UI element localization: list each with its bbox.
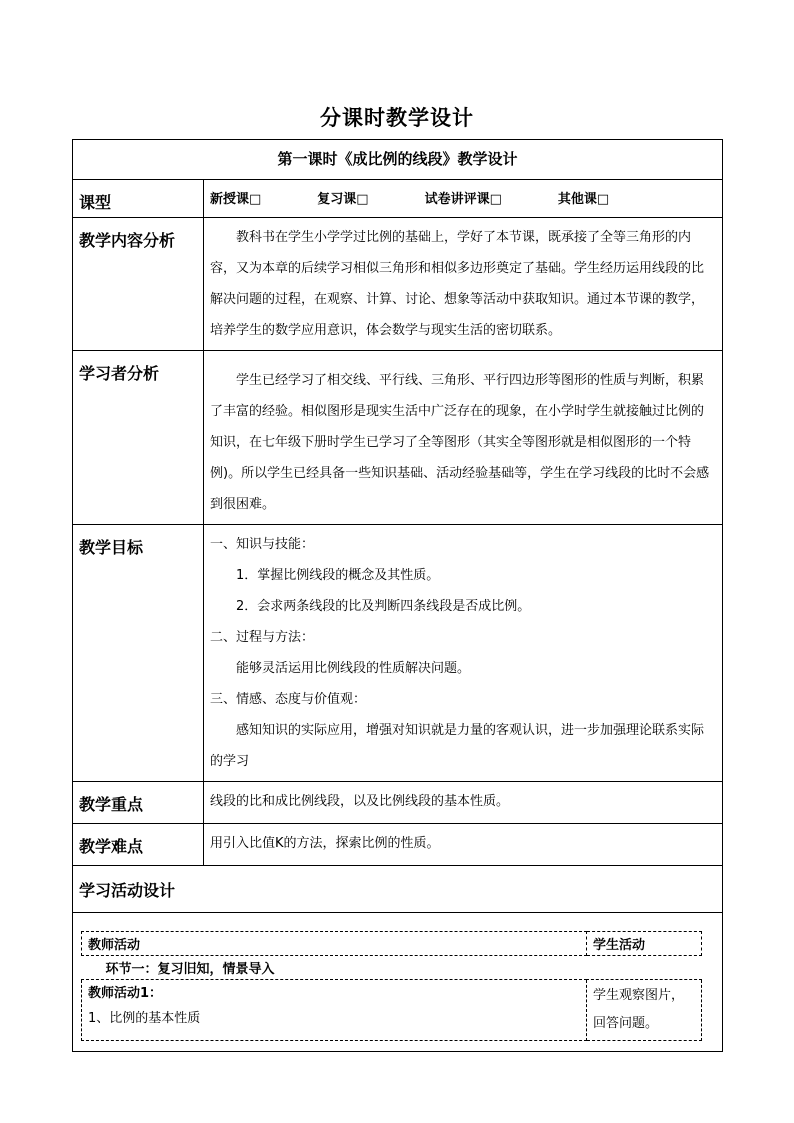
student-activity-header: 学生活动 [587,932,702,956]
learner-analysis-text: 学生已经学习了相交线、平行线、三角形、平行四边形等图形的性质与判断，积累了丰富的经验。相似图形是现实生活中广泛存在的现象，在小学时学生就接触过比例的知识，在七年级下册时学生已学习了全等图形（其实全等图形就是相似图形的一个特例)。所以学生已经具备一些知识基础、活动经验基础等，学生在学习线段的比时不会感到很困难。 [204,351,723,525]
lesson-design-table [72,139,723,1052]
document-title: 分课时教学设计 [320,106,474,130]
lesson-type-other[interactable]: 其他课□ [557,192,610,207]
teacher-activity-title: 教师活动1： [88,986,163,1001]
objective-item-1: 1．掌握比例线段的概念及其性质。 [236,568,440,583]
lesson-title: 第一课时《成比例的线段》教学设计 [73,140,723,180]
objectives-label: 教学目标 [73,525,204,782]
activity-design-area [73,913,723,1052]
difficulty-label: 教学难点 [73,824,204,866]
teacher-activity-cell [82,980,587,1041]
objective-heading-process: 二、过程与方法： [210,630,315,645]
content-analysis-label: 教学内容分析 [73,218,204,351]
student-activity-cell: 学生观察图片，回答问题。 [587,980,702,1041]
content-analysis-text: 教科书在学生小学学过比例的基础上，学好了本节课，既承接了全等三角形的内容，又为本章的后续学习相似三角形和相似多边形奠定了基础。学生经历运用线段的比解决问题的过程，在观察、计算、讨论、想象等活动中获取知识。通过本节课的教学，培养学生的数学应用意识，体会数学与现实生活的密切联系。 [204,218,723,351]
learner-analysis-label: 学习者分析 [73,351,204,525]
lesson-type-options [204,180,723,218]
objective-item-3: 能够灵活运用比例线段的性质解决问题。 [236,661,471,676]
objectives-content [204,525,723,782]
objective-item-4: 感知知识的实际应用，增强对知识就是力量的客观认识，进一步加强理论联系实际的学习 [210,723,705,769]
activity-table [81,931,702,1041]
key-points-text: 线段的比和成比例线段，以及比例线段的基本性质。 [204,782,723,824]
lesson-type-label: 课型 [73,180,204,218]
difficulty-text: 用引入比值K的方法，探索比例的性质。 [204,824,723,866]
lesson-type-exam-review[interactable]: 试卷讲评课□ [424,192,502,207]
teacher-activity-item: 1、比例的基本性质 [88,1011,201,1026]
teacher-activity-header: 教师活动 [82,932,587,956]
stage-one-heading: 环节一：复习旧知，情景导入 [82,956,702,980]
objective-heading-knowledge: 一、知识与技能： [210,537,315,552]
activity-design-label: 学习活动设计 [73,866,723,913]
key-points-label: 教学重点 [73,782,204,824]
lesson-type-new[interactable]: 新授课□ [210,192,262,207]
objective-heading-attitude: 三、情感、态度与价值观： [210,692,367,707]
lesson-type-review[interactable]: 复习课□ [317,192,369,207]
objective-item-2: 2．会求两条线段的比及判断四条线段是否成比例。 [236,599,531,614]
